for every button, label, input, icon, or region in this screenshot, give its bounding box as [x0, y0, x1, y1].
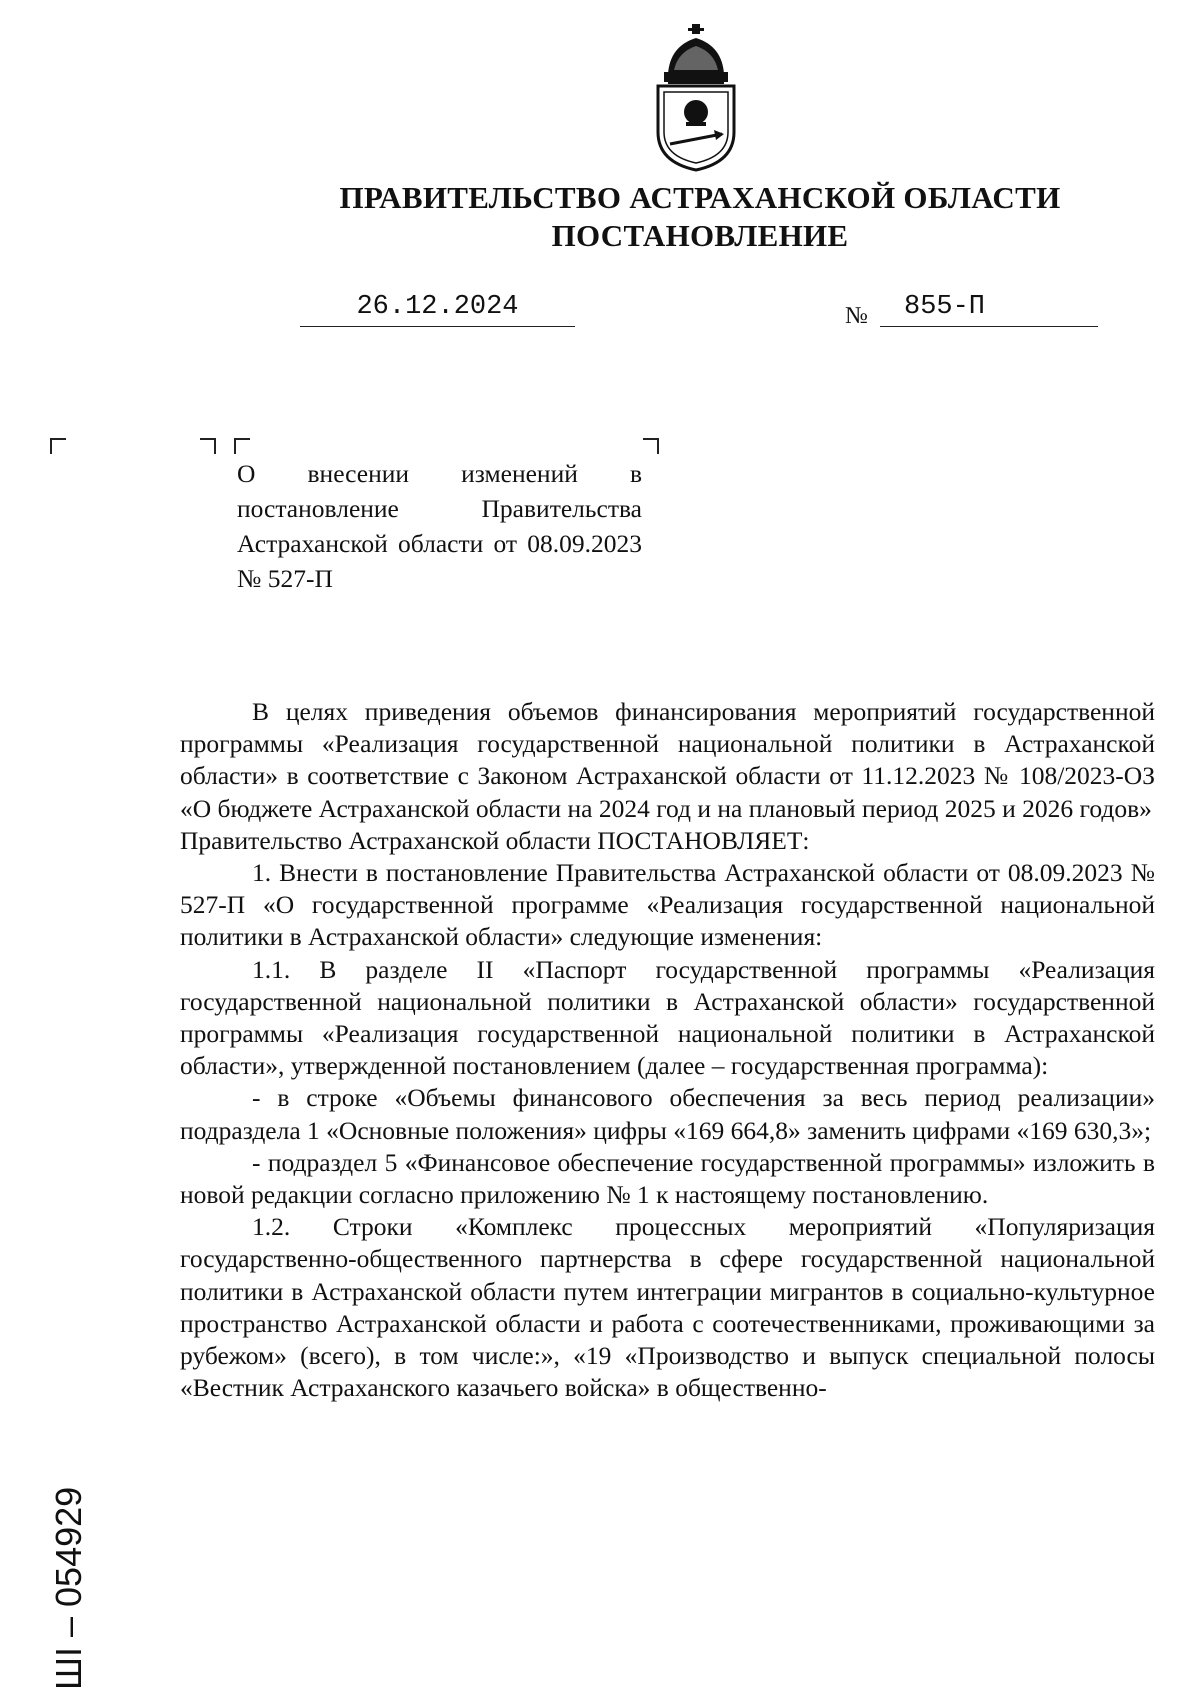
document-subject: О внесении изменений в постановление Правительства Астраханской области от 08.09.2023 № 527-П — [237, 459, 642, 593]
body-paragraph: - подраздел 5 «Финансовое обеспечение государственной программы» изложить в новой редакции согласно приложению № 1 к настоящему постановлению. — [180, 1147, 1155, 1210]
document-body — [180, 696, 1155, 1404]
coat-of-arms-icon — [648, 22, 744, 172]
document-date: 26.12.2024 — [300, 292, 575, 327]
bracket-mark — [643, 438, 659, 454]
bracket-mark — [200, 438, 216, 454]
doc-type-title: ПОСТАНОВЛЕНИЕ — [551, 218, 849, 253]
number-sign: № — [845, 303, 868, 329]
document-number: 855-П — [904, 292, 986, 322]
document-number-field — [880, 292, 1098, 327]
body-paragraph: 1.2. Строки «Комплекс процессных мероприятий «Популяризация государственно-общественного партнерства в сфере государственной национальной политики в Астраханской области путем интеграции мигрантов в социально-культурное пространство Астраханской области и работа с соотечественниками, проживающими за рубежом» (всего), в том числе:», «19 «Производство и выпуск специальной полосы «Вестник Астраханского казачьего войска» в общественно- — [180, 1212, 1155, 1403]
body-paragraph: 1.1. В разделе II «Паспорт государственной программы «Реализация государственной национальной политики в Астраханской области» государственной программы «Реализация государственной национальной политики в Астраханской области», утвержденной постановлением (далее – государственная программа): — [180, 954, 1155, 1081]
body-paragraph: - в строке «Объемы финансового обеспечения за весь период реализации» подраздела 1 «Основные положения» цифры «169 664,8» заменить цифрами «169 630,3»; — [180, 1083, 1155, 1145]
bracket-mark — [234, 438, 250, 454]
body-paragraph: 1. Внести в постановление Правительства Астраханской области от 08.09.2023 № 527-П «О государственной программе «Реализация государственной национальной политики в Астраханской области» следующие изменения: — [180, 858, 1155, 952]
bracket-mark — [50, 438, 66, 454]
body-paragraph: В целях приведения объемов финансирования мероприятий государственной программы «Реализация государственной национальной политики в Астраханской области» в соответствие с Законом Астраханской области от 11.12.2023 № 108/2023-ОЗ «О бюджете Астраханской области на 2024 год и на плановый период 2025 и 2026 годов» — [180, 697, 1155, 823]
form-serial-number: ШI – 054929 — [48, 1486, 89, 1690]
org-title: ПРАВИТЕЛЬСТВО АСТРАХАНСКОЙ ОБЛАСТИ — [339, 180, 1061, 215]
body-paragraph: Правительство Астраханской области ПОСТАНОВЛЯЕТ: — [180, 825, 810, 855]
